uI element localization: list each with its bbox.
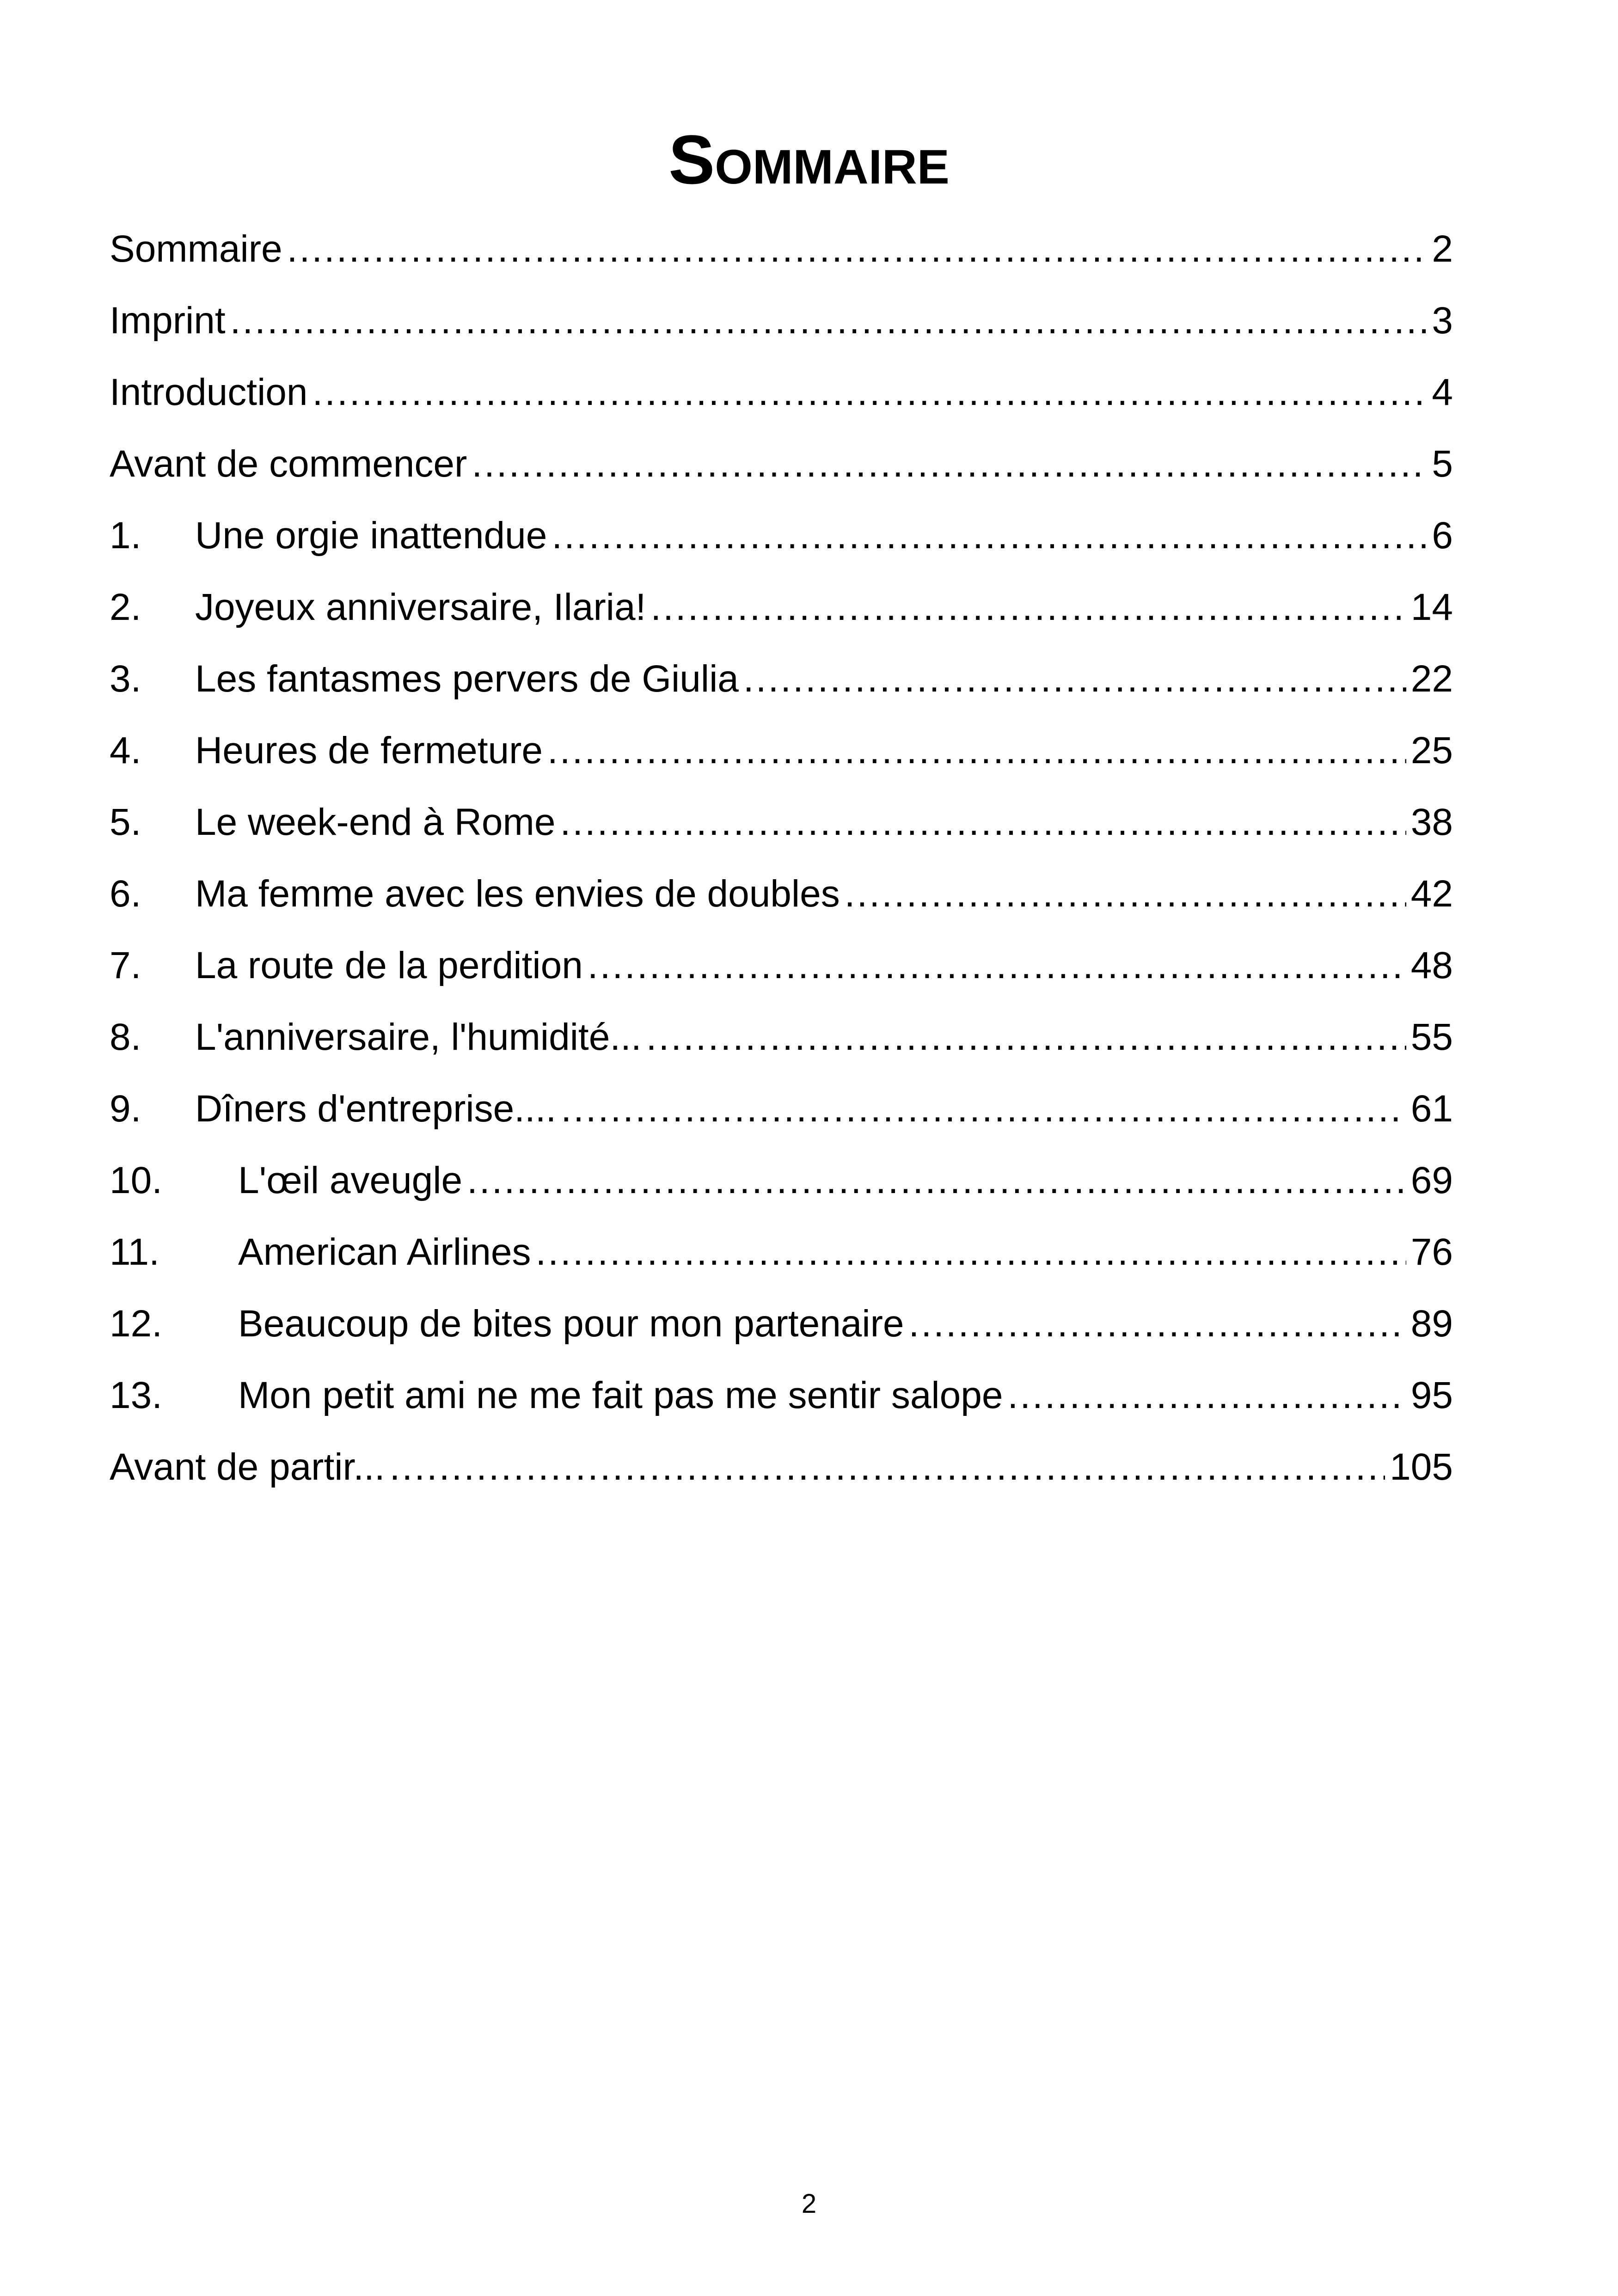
toc-entry-number: 6. — [110, 873, 141, 915]
toc-entry-label: L'œil aveugle — [238, 1159, 463, 1201]
toc-entry-number: 4. — [110, 729, 141, 771]
toc-entry-chapter-11[interactable] — [110, 1216, 1453, 1288]
toc-entry-page: 4 — [1432, 371, 1453, 413]
toc-entry-chapter-1[interactable] — [110, 500, 1453, 571]
toc-entry-page: 69 — [1410, 1159, 1453, 1201]
toc-entry-number: 1. — [110, 514, 141, 557]
toc-entry-label: Avant de partir... — [110, 1446, 385, 1488]
toc-dot-leader — [547, 715, 1406, 786]
toc-entry-label: Le week-end à Rome — [195, 801, 556, 843]
toc-dot-leader — [552, 500, 1427, 571]
toc-entry-page: 55 — [1410, 1016, 1453, 1058]
toc-entry-label: Imprint — [110, 300, 226, 342]
toc-entry-sommaire[interactable] — [110, 213, 1453, 285]
toc-entry-label: La route de la perdition — [195, 944, 583, 986]
toc-entry-number: 5. — [110, 801, 141, 843]
toc-entry-label: Introduction — [110, 371, 308, 413]
toc-entry-label: L'anniversaire, l'humidité... — [195, 1016, 642, 1058]
page-title: Sommaire — [668, 121, 950, 198]
toc-dot-leader — [743, 643, 1406, 715]
toc-entry-number: 9. — [110, 1088, 141, 1130]
toc-entry-label: Une orgie inattendue — [195, 514, 547, 557]
toc-entry-chapter-12[interactable] — [110, 1288, 1453, 1359]
toc-entry-label: Beaucoup de bites pour mon partenaire — [238, 1303, 904, 1345]
toc-entry-page: 3 — [1432, 300, 1453, 342]
toc-entry-label: Heures de fermeture — [195, 729, 543, 771]
toc-entry-page: 2 — [1432, 228, 1453, 270]
toc-entry-imprint[interactable] — [110, 285, 1453, 356]
toc-entry-label: Ma femme avec les envies de doubles — [195, 873, 840, 915]
toc-entry-page: 42 — [1410, 873, 1453, 915]
toc-entry-number: 8. — [110, 1016, 141, 1058]
toc-entry-number: 10. — [110, 1159, 162, 1201]
toc-entry-avant-de-partir[interactable] — [110, 1431, 1453, 1503]
toc-dot-leader — [560, 786, 1406, 858]
toc-entry-page: 22 — [1410, 658, 1453, 700]
toc-dot-leader — [1007, 1359, 1406, 1431]
toc-entry-page: 76 — [1410, 1231, 1453, 1273]
toc-dot-leader — [650, 571, 1406, 643]
toc-entry-page: 6 — [1432, 514, 1453, 557]
toc-entry-label: Joyeux anniversaire, Ilaria! — [195, 586, 646, 628]
toc-entry-number: 11. — [110, 1231, 159, 1273]
toc-entry-page: 105 — [1390, 1446, 1453, 1488]
toc-dot-leader — [287, 213, 1428, 285]
toc-entry-number: 3. — [110, 658, 141, 700]
toc-dot-leader — [588, 930, 1406, 1001]
toc-entry-chapter-8[interactable] — [110, 1001, 1453, 1073]
toc-dot-leader — [467, 1145, 1406, 1216]
toc-dot-leader — [472, 428, 1427, 500]
toc-entry-label: Les fantasmes pervers de Giulia — [195, 658, 739, 700]
toc-entry-label: Mon petit ami ne me fait pas me sentir salope — [238, 1374, 1003, 1416]
toc-entry-page: 14 — [1410, 586, 1453, 628]
toc-entry-page: 89 — [1410, 1303, 1453, 1345]
toc-entry-page: 5 — [1432, 443, 1453, 485]
toc-entry-chapter-4[interactable] — [110, 715, 1453, 786]
toc-entry-number: 12. — [110, 1303, 162, 1345]
toc-dot-leader — [561, 1073, 1406, 1145]
toc-dot-leader — [313, 356, 1428, 428]
toc-entry-number: 13. — [110, 1374, 162, 1416]
toc-entry-chapter-7[interactable] — [110, 930, 1453, 1001]
toc-dot-leader — [390, 1431, 1385, 1503]
toc-dot-leader — [909, 1288, 1406, 1359]
toc-entry-chapter-3[interactable] — [110, 643, 1453, 715]
toc-entry-chapter-6[interactable] — [110, 858, 1453, 930]
toc-entry-chapter-2[interactable] — [110, 571, 1453, 643]
toc-entry-number: 2. — [110, 586, 141, 628]
toc-entry-page: 95 — [1410, 1374, 1453, 1416]
toc-entry-introduction[interactable] — [110, 356, 1453, 428]
toc-entry-chapter-9[interactable] — [110, 1073, 1453, 1145]
toc-entry-chapter-13[interactable] — [110, 1359, 1453, 1431]
page-number: 2 — [801, 2189, 817, 2219]
toc-entry-page: 61 — [1410, 1088, 1453, 1130]
toc-entry-page: 25 — [1410, 729, 1453, 771]
toc-entry-page: 48 — [1410, 944, 1453, 986]
toc-entry-number: 7. — [110, 944, 141, 986]
toc-entry-label: Dîners d'entreprise.... — [195, 1088, 557, 1130]
toc-entry-chapter-10[interactable] — [110, 1145, 1453, 1216]
toc-dot-leader — [535, 1216, 1406, 1288]
table-of-contents — [110, 213, 1453, 1503]
toc-dot-leader — [845, 858, 1406, 930]
toc-entry-avant-de-commencer[interactable] — [110, 428, 1453, 500]
toc-entry-chapter-5[interactable] — [110, 786, 1453, 858]
toc-entry-page: 38 — [1410, 801, 1453, 843]
toc-entry-label: Sommaire — [110, 228, 282, 270]
toc-dot-leader — [230, 285, 1428, 356]
toc-dot-leader — [646, 1001, 1406, 1073]
toc-entry-label: Avant de commencer — [110, 443, 467, 485]
toc-entry-label: American Airlines — [238, 1231, 531, 1273]
